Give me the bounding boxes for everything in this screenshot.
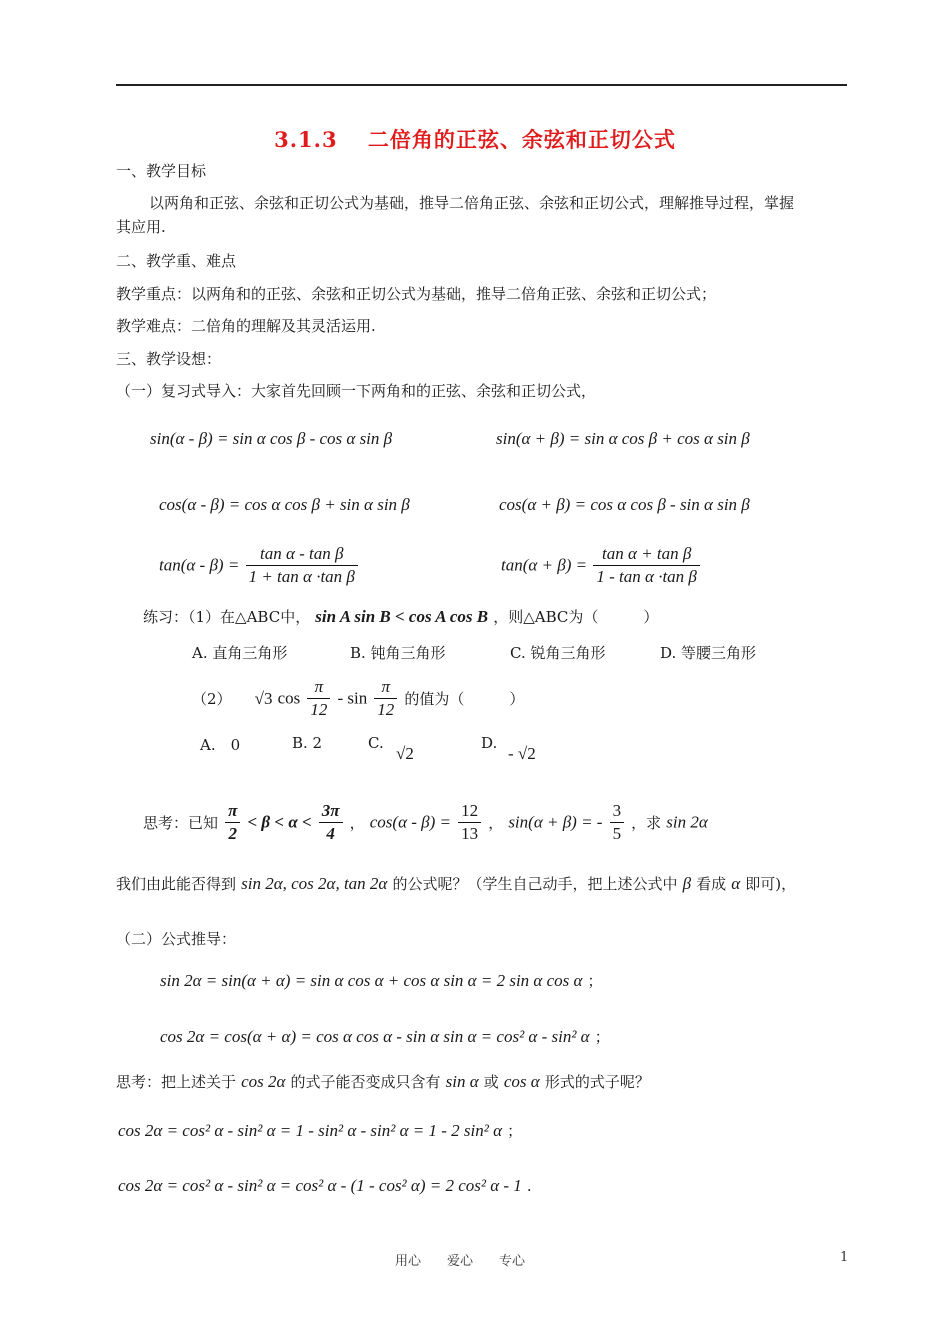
formula-tan-plus bbox=[501, 543, 702, 588]
exercise-2-option-c: C. bbox=[368, 734, 384, 752]
exercise-2-frac-1 bbox=[307, 676, 330, 721]
header-rule bbox=[116, 84, 847, 86]
think-2-text-2: 的式子能否变成只含有 bbox=[290, 1073, 441, 1091]
think-2 bbox=[116, 1071, 650, 1092]
exercise-2-option-c-value: √2 bbox=[396, 744, 414, 763]
derivation-sin2a-end: ； bbox=[587, 972, 603, 990]
exercise-1-prefix: 练习：（1）在△ABC中， bbox=[143, 608, 311, 626]
bridge-question bbox=[116, 873, 796, 894]
think-2-math-1: cos 2α bbox=[241, 1072, 286, 1091]
result-line-2-formula: cos 2α = cos² α - sin² α = cos² α - (1 - cos² α) = 2 cos² α - 1 bbox=[118, 1176, 522, 1195]
difficult-point: 教学难点：二倍角的理解及其灵活运用. bbox=[116, 317, 376, 335]
tan-minus-denominator: 1 + tan α ·tan β bbox=[248, 567, 355, 586]
footer-motto: 用心 爱心 专心 bbox=[395, 1254, 526, 1269]
tan-minus-lhs: tan(α - β) = bbox=[159, 555, 240, 575]
derivation-heading: （二）公式推导： bbox=[116, 930, 237, 948]
think-1-four: 4 bbox=[326, 824, 335, 843]
think-2-math-3: cos α bbox=[503, 1072, 540, 1091]
exercise-2-cos: cos bbox=[277, 688, 301, 708]
exercise-2-suffix: 的值为（ ） bbox=[404, 690, 525, 708]
tan-minus-numerator: tan α - tan β bbox=[246, 543, 358, 566]
think-1-frac-12-13 bbox=[458, 800, 481, 845]
think-1-frac-pi-2 bbox=[225, 800, 240, 845]
bridge-text-2: 的公式呢？（学生自己动手，把上述公式中 bbox=[392, 875, 678, 893]
exercise-2-frac-2 bbox=[374, 676, 397, 721]
think-1-pi: π bbox=[225, 800, 240, 823]
tan-plus-denominator: 1 - tan α ·tan β bbox=[596, 567, 697, 586]
derivation-sin2a-formula: sin 2α = sin(α + α) = sin α cos α + cos α sin α = 2 sin α cos α bbox=[160, 971, 583, 990]
exercise-2-option-a: A. 0 bbox=[200, 736, 241, 754]
exercise-1 bbox=[143, 606, 658, 627]
page-number: 1 bbox=[840, 1250, 849, 1265]
think-2-text-1: 思考：把上述关于 bbox=[116, 1073, 237, 1091]
exercise-1-option-a: A. 直角三角形 bbox=[192, 644, 288, 662]
exercise-2-sqrt3: √3 bbox=[254, 688, 273, 708]
derivation-cos2a-formula: cos 2α = cos(α + α) = cos α cos α - sin α sin α = cos² α - sin² α bbox=[160, 1027, 590, 1046]
exercise-2-option-b: B. 2 bbox=[292, 734, 323, 752]
result-line-1-end: ； bbox=[507, 1122, 523, 1140]
formula-tan-minus bbox=[159, 543, 360, 588]
section-1-heading: 一、教学目标 bbox=[116, 162, 207, 180]
tan-minus-fraction bbox=[246, 543, 358, 588]
exercise-2-frac-1-num: π bbox=[307, 676, 330, 699]
review-intro: （一）复习式导入：大家首先回顾一下两角和的正弦、余弦和正切公式， bbox=[116, 382, 597, 400]
exercise-2-option-d: D. bbox=[481, 734, 498, 752]
result-line-1-formula: cos 2α = cos² α - sin² α = 1 - sin² α - sin² α = 1 - 2 sin² α bbox=[118, 1121, 503, 1140]
exercise-2-frac-1-den: 12 bbox=[310, 700, 328, 719]
think-1-inequality: < β < α < bbox=[247, 812, 312, 832]
derivation-cos2a bbox=[160, 1026, 610, 1047]
think-1-comma-2: ， bbox=[488, 814, 504, 832]
key-point: 教学重点：以两角和的正弦、余弦和正切公式为基础，推导二倍角正弦、余弦和正切公式； bbox=[116, 285, 717, 303]
result-line-1 bbox=[118, 1120, 522, 1141]
exercise-2-label: （2） bbox=[192, 690, 232, 708]
section-1-body: 以两角和正弦、余弦和正切公式为基础，推导二倍角正弦、余弦和正切公式，理解推导过程，掌握 bbox=[149, 194, 795, 212]
think-1-den-5: 5 bbox=[612, 824, 622, 843]
exercise-1-math: sin A sin B < cos A cos B bbox=[315, 607, 489, 626]
tan-plus-lhs: tan(α + β) = bbox=[501, 555, 588, 575]
section-1-body-cont: 其应用. bbox=[116, 218, 166, 236]
exercise-2 bbox=[192, 676, 524, 721]
exercise-1-suffix: ，则△ABC为（ ） bbox=[493, 608, 659, 626]
formula-cos-minus: cos(α - β) = cos α cos β + sin α sin β bbox=[159, 495, 410, 514]
think-1-sin-lhs: sin(α + β) = - bbox=[508, 812, 603, 832]
derivation-cos2a-end: ； bbox=[594, 1028, 610, 1046]
exercise-1-option-c: C. 锐角三角形 bbox=[510, 644, 606, 662]
exercise-1-option-b: B. 钝角三角形 bbox=[350, 644, 446, 662]
section-3-heading: 三、教学设想： bbox=[116, 350, 222, 368]
derivation-sin2a bbox=[160, 970, 603, 991]
exercise-1-option-d: D. 等腰三角形 bbox=[660, 644, 757, 662]
page-title: 3.1.3 二倍角的正弦、余弦和正切公式 bbox=[274, 127, 676, 152]
think-1-frac-3-5 bbox=[610, 800, 625, 845]
bridge-math: sin 2α, cos 2α, tan 2α bbox=[241, 874, 388, 893]
think-1-prefix: 思考：已知 bbox=[143, 814, 219, 832]
think-1-threepi: 3π bbox=[319, 800, 343, 823]
exercise-2-minus-sin: - sin bbox=[337, 688, 368, 708]
exercise-2-option-d-value: - √2 bbox=[508, 744, 536, 763]
result-line-2 bbox=[118, 1176, 532, 1196]
think-1-comma-1: ， bbox=[349, 814, 365, 832]
think-1-ask: ，求 bbox=[631, 814, 662, 832]
bridge-text-4: 即可)， bbox=[745, 875, 797, 893]
think-1-num-12: 12 bbox=[458, 800, 481, 823]
think-1-num-3: 3 bbox=[610, 800, 625, 823]
think-2-math-2: sin α bbox=[445, 1072, 479, 1091]
think-2-text-4: 形式的式子呢？ bbox=[544, 1073, 650, 1091]
think-1 bbox=[143, 800, 708, 845]
result-line-2-end: . bbox=[526, 1177, 532, 1195]
bridge-text-1: 我们由此能否得到 bbox=[116, 875, 237, 893]
bridge-beta: β bbox=[682, 874, 692, 893]
exercise-2-frac-2-den: 12 bbox=[377, 700, 395, 719]
think-1-frac-3pi-4 bbox=[319, 800, 343, 845]
think-1-two: 2 bbox=[228, 824, 237, 843]
formula-cos-plus: cos(α + β) = cos α cos β - sin α sin β bbox=[499, 495, 750, 514]
bridge-text-3: 看成 bbox=[696, 875, 727, 893]
think-1-den-13: 13 bbox=[461, 824, 479, 843]
bridge-alpha: α bbox=[731, 874, 741, 893]
think-1-target: sin 2α bbox=[666, 812, 708, 832]
exercise-2-frac-2-num: π bbox=[374, 676, 397, 699]
think-2-text-3: 或 bbox=[483, 1073, 499, 1091]
think-1-cos-lhs: cos(α - β) = bbox=[369, 812, 452, 832]
formula-sin-minus: sin(α - β) = sin α cos β - cos α sin β bbox=[150, 429, 393, 448]
section-2-heading: 二、教学重、难点 bbox=[116, 252, 237, 270]
tan-plus-fraction bbox=[593, 543, 700, 588]
tan-plus-numerator: tan α + tan β bbox=[593, 543, 700, 566]
formula-sin-plus: sin(α + β) = sin α cos β + cos α sin β bbox=[496, 429, 750, 448]
